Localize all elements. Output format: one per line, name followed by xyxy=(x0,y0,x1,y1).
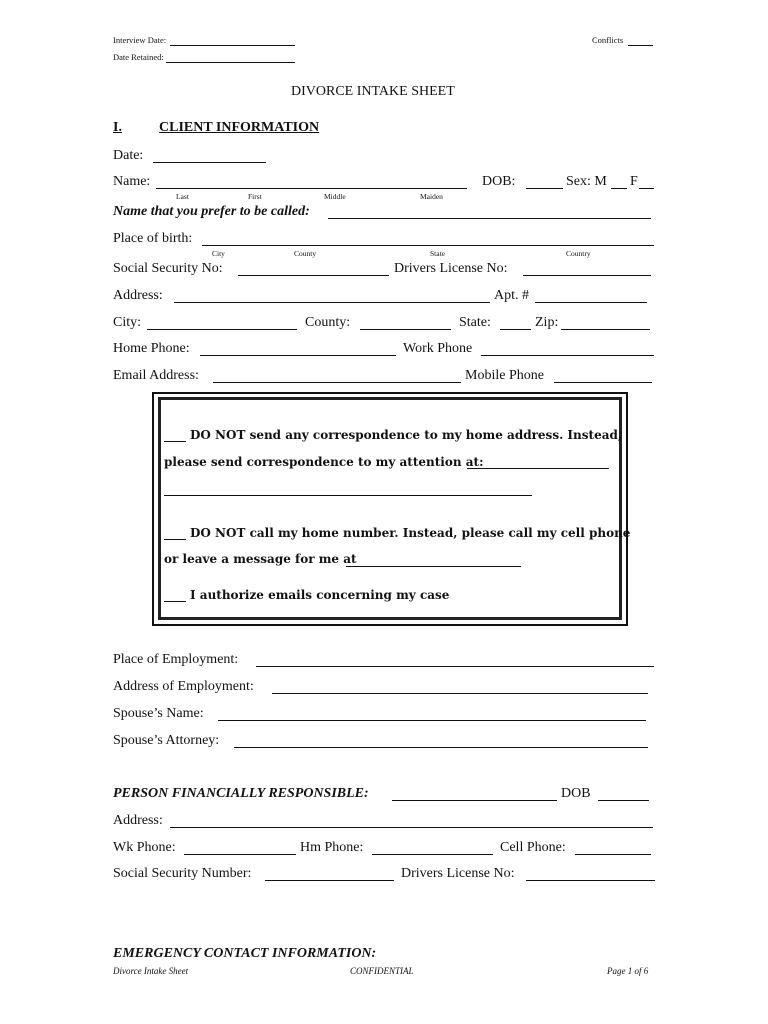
date-retained-label: Date Retained: xyxy=(113,52,164,62)
mobile-phone-line[interactable] xyxy=(554,382,652,383)
financial-dob-line[interactable] xyxy=(598,800,649,801)
zip-line[interactable] xyxy=(561,329,650,330)
cell-phone-label: Cell Phone: xyxy=(500,840,566,855)
ssn-line[interactable] xyxy=(238,275,389,276)
no-call-text: DO NOT call my home number. Instead, please call my cell phone xyxy=(190,526,631,540)
spouse-attorney-line[interactable] xyxy=(234,747,648,748)
spouse-attorney-label: Spouse’s Attorney: xyxy=(113,733,220,748)
place-of-birth-label: Place of birth: xyxy=(113,231,193,246)
address-label: Address: xyxy=(113,288,163,303)
pob-sub-county: County xyxy=(294,249,317,258)
financial-address-line[interactable] xyxy=(170,827,653,828)
name-sub-first: First xyxy=(248,192,262,201)
financial-dl-label: Drivers License No: xyxy=(401,866,515,881)
financial-dl-line[interactable] xyxy=(526,880,655,881)
wk-phone-label: Wk Phone: xyxy=(113,840,176,855)
financial-name-line[interactable] xyxy=(392,800,557,801)
hm-phone-label: Hm Phone: xyxy=(300,840,364,855)
pob-sub-state: State xyxy=(430,249,445,258)
work-phone-label: Work Phone xyxy=(403,341,473,356)
financial-heading: PERSON FINANCIALLY RESPONSIBLE: xyxy=(113,786,369,801)
apt-line[interactable] xyxy=(535,302,647,303)
home-phone-line[interactable] xyxy=(200,355,396,356)
footer-doc-name: Divorce Intake Sheet xyxy=(113,966,189,976)
footer-page-number: Page 1 of 6 xyxy=(607,966,649,976)
dl-label: Drivers License No: xyxy=(394,261,508,276)
state-label: State: xyxy=(459,315,491,330)
message-at-line[interactable] xyxy=(346,566,521,567)
send-to-line-2[interactable] xyxy=(164,495,532,496)
message-at-text: or leave a message for me at xyxy=(164,552,357,566)
dl-line[interactable] xyxy=(523,275,651,276)
page-title: DIVORCE INTAKE SHEET xyxy=(291,84,455,99)
date-retained-line[interactable] xyxy=(166,62,295,63)
interview-date-line[interactable] xyxy=(170,45,295,46)
zip-label: Zip: xyxy=(535,315,559,330)
name-label: Name: xyxy=(113,174,151,189)
ssn-label: Social Security No: xyxy=(113,261,223,276)
work-phone-line[interactable] xyxy=(481,355,654,356)
dob-line[interactable] xyxy=(526,188,563,189)
city-label: City: xyxy=(113,315,142,330)
place-of-employment-line[interactable] xyxy=(256,666,654,667)
name-sub-maiden: Maiden xyxy=(420,192,443,201)
place-of-birth-line[interactable] xyxy=(202,245,654,246)
city-line[interactable] xyxy=(147,329,297,330)
financial-ssn-line[interactable] xyxy=(265,880,394,881)
preferred-name-label: Name that you prefer to be called: xyxy=(113,204,310,219)
sex-f-line[interactable] xyxy=(639,188,654,189)
wk-phone-line[interactable] xyxy=(184,854,296,855)
pob-sub-country: Country xyxy=(566,249,591,258)
hm-phone-line[interactable] xyxy=(372,854,493,855)
authorize-email-check-line[interactable] xyxy=(164,601,186,602)
spouse-name-line[interactable] xyxy=(218,720,646,721)
no-mail-text: DO NOT send any correspondence to my home address. Instead, xyxy=(190,428,623,442)
date-label: Date: xyxy=(113,148,144,163)
email-line[interactable] xyxy=(213,382,461,383)
financial-address-label: Address: xyxy=(113,813,163,828)
sex-label: Sex: M xyxy=(566,174,607,189)
section-number: I. xyxy=(113,120,122,135)
dob-label: DOB: xyxy=(482,174,516,189)
interview-date-label: Interview Date: xyxy=(113,35,167,45)
place-of-employment-label: Place of Employment: xyxy=(113,652,239,667)
section-heading: CLIENT INFORMATION xyxy=(159,120,320,135)
conflicts-label: Conflicts xyxy=(592,35,624,45)
name-sub-middle: Middle xyxy=(324,192,346,201)
conflicts-line[interactable] xyxy=(628,45,653,46)
sex-f-label: F xyxy=(630,174,638,189)
county-label: County: xyxy=(305,315,351,330)
send-to-line[interactable] xyxy=(467,468,609,469)
state-line[interactable] xyxy=(500,329,531,330)
date-line[interactable] xyxy=(153,162,266,163)
name-sub-last: Last xyxy=(176,192,189,201)
sex-m-line[interactable] xyxy=(611,188,627,189)
pob-sub-city: City xyxy=(212,249,225,258)
authorize-email-text: I authorize emails concerning my case xyxy=(190,588,450,602)
county-line[interactable] xyxy=(360,329,451,330)
name-line[interactable] xyxy=(156,188,467,189)
address-of-employment-label: Address of Employment: xyxy=(113,679,254,694)
no-mail-check-line[interactable] xyxy=(164,441,186,442)
footer-confidential: CONFIDENTIAL xyxy=(350,966,414,976)
financial-dob-label: DOB xyxy=(561,786,591,801)
email-label: Email Address: xyxy=(113,368,199,383)
send-to-text: please send correspondence to my attention at: xyxy=(164,455,484,469)
financial-ssn-label: Social Security Number: xyxy=(113,866,252,881)
no-call-check-line[interactable] xyxy=(164,539,186,540)
address-of-employment-line[interactable] xyxy=(272,693,648,694)
mobile-phone-label: Mobile Phone xyxy=(465,368,544,383)
cell-phone-line[interactable] xyxy=(575,854,651,855)
address-line[interactable] xyxy=(174,302,490,303)
spouse-name-label: Spouse’s Name: xyxy=(113,706,204,721)
apt-label: Apt. # xyxy=(494,288,529,303)
preferred-name-line[interactable] xyxy=(328,218,651,219)
home-phone-label: Home Phone: xyxy=(113,341,190,356)
emergency-heading: EMERGENCY CONTACT INFORMATION: xyxy=(113,946,377,961)
